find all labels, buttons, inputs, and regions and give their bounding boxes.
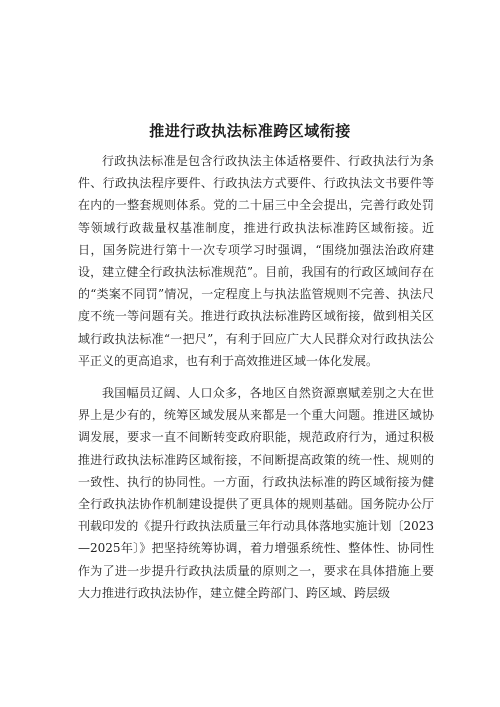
paragraph-2: 我国幅员辽阔、人口众多，各地区自然资源禀赋差别之大在世界上是少有的，统筹区域发展从来都是一个重大问题。推进区域协调发展，要求一直不间断转变政府职能，规范政府行为，通过积极推进行政执法标准跨区域衔接，不间断提高政策的统一性、规则的一致性、执行的协同性。一方面，行政执法标准的跨区域衔接为健全行政执法协作机制建设提供了更具体的规则基础。国务院办公厅刊载印发的《提升行政执法质量三年行动具体落地实施计划〔2023—2025年〕》把坚持统筹协调，着力增强系统性、整体性、协同性作为了进一步提升行政执法质量的原则之一，要求在具体措施上要大力推进行政执法协作，建立健全跨部门、跨区域、跨层级 (78, 386, 434, 600)
document-body (78, 150, 434, 604)
paragraph-1: 行政执法标准是包含行政执法主体适格要件、行政执法行为条件、行政执法程序要件、行政执法方式要件、行政执法文书要件等在内的一整套规则体系。党的二十届三中全会提出，完善行政处罚等领域行政裁量权基准制度，推进行政执法标准跨区域衔接。近日，国务院进行第十一次专项学习时强调，“围绕加强法治政府建设，建立健全行政执法标准规范”。目前，我国有的行政区域间存在的“类案不同罚”情况，一定程度上与执法监管规则不完善、执法尺度不统一等问题有关。推进行政执法标准跨区域衔接，做到相关区域行政执法标准“一把尺”，有利于回应广大人民群众对行政执法公平正义的更高追求，也有利于高效推进区域一体化发展。 (78, 154, 434, 368)
document-title: 推进行政执法标准跨区域衔接 (149, 122, 351, 140)
